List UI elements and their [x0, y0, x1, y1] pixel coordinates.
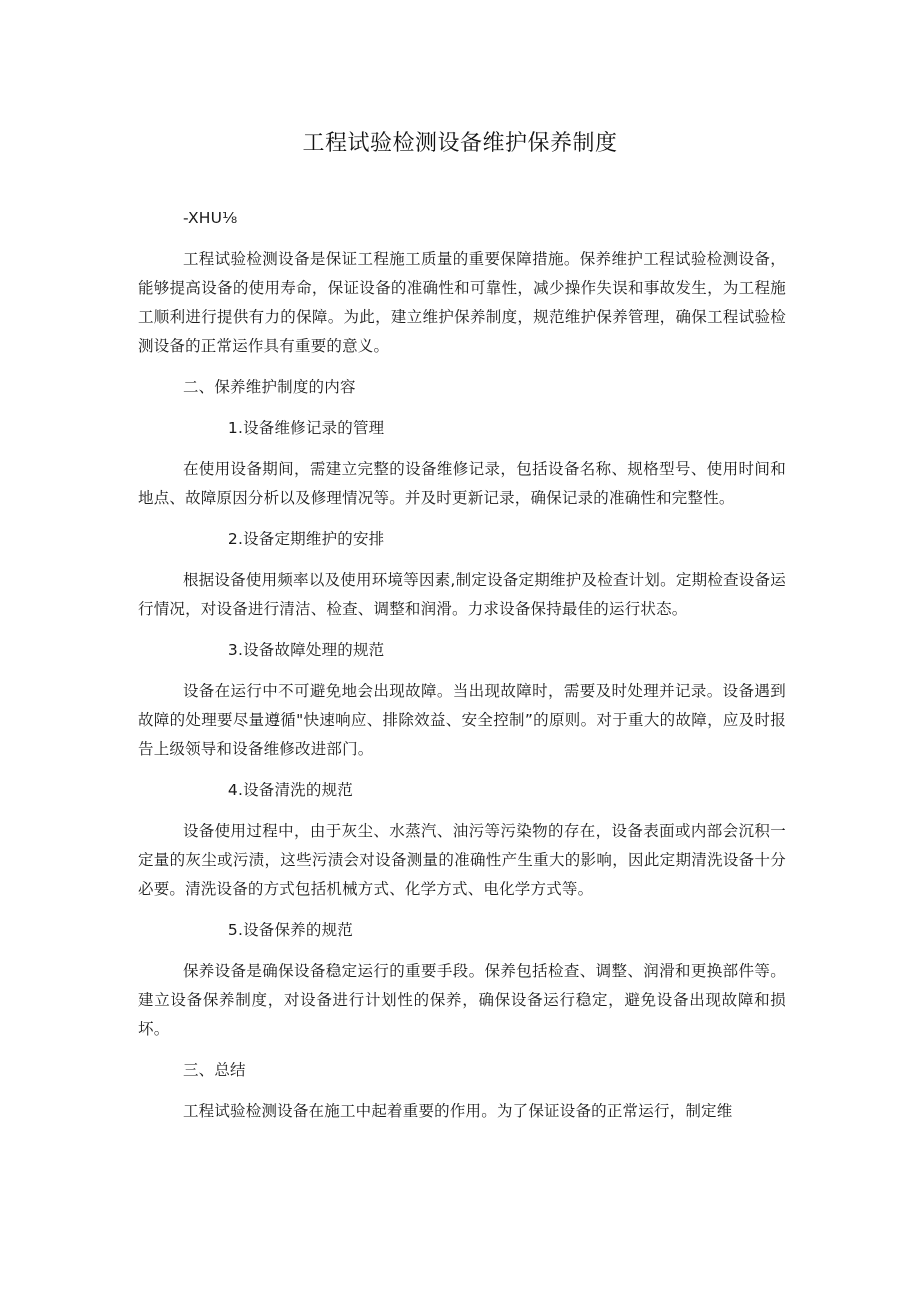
section-3-heading: 三、总结: [182, 1061, 246, 1079]
item-5-body: 保养设备是确保设备稳定运行的重要手段。保养包括检查、调整、润滑和更换部件等。建立设备保养制度，对设备进行计划性的保养，确保设备运行稳定，避免设备出现故障和损坏。: [138, 962, 786, 1038]
item-4-body: 设备使用过程中，由于灰尘、水蒸汽、油污等污染物的存在，设备表面或内部会沉积一定量的灰尘或污渍，这些污渍会对设备测量的准确性产生重大的影响，因此定期清洗设备十分必要。清洗设备的方式包括机械方式、化学方式、电化学方式等。: [138, 822, 786, 898]
item-2-number: 2: [227, 530, 238, 548]
document-title: 工程试验检测设备维护保养制度: [302, 131, 618, 156]
item-4-title: .设备清洗的规范: [237, 781, 353, 799]
item-2-body: 根据设备使用频率以及使用环境等因素,制定设备定期维护及检查计划。定期检查设备运行情况，对设备进行清洁、检查、调整和润滑。力求设备保持最佳的运行状态。: [138, 571, 786, 618]
item-3-heading: [138, 636, 786, 665]
item-3-body: 设备在运行中不可避免地会出现故障。当出现故障时，需要及时处理并记录。设备遇到故障的处理要尽量遵循"快速响应、排除效益、安全控制”的原则。对于重大的故障，应及时报告上级领导和设备维修改进部门。: [138, 682, 786, 758]
item-1-body: 在使用设备期间，需建立完整的设备维修记录，包括设备名称、规格型号、使用时间和地点、故障原因分析以及修理情况等。并及时更新记录，确保记录的准确性和完整性。: [138, 460, 786, 507]
item-3-number: 3: [227, 641, 238, 659]
intro-paragraph: 工程试验检测设备是保证工程施工质量的重要保障措施。保养维护工程试验检测设备，能够提高设备的使用寿命，保证设备的准确性和可靠性，减少操作失误和事故发生，为工程施工顺利进行提供有力的保障。为此，建立维护保养制度，规范维护保养管理，确保工程试验检测设备的正常运作具有重要的意义。: [138, 250, 786, 355]
item-2-heading: [138, 525, 786, 554]
section-1-heading: -XHU⅛: [182, 209, 238, 227]
section-2-heading: 二、保养维护制度的内容: [182, 378, 356, 396]
item-2-title: .设备定期维护的安排: [237, 530, 385, 548]
item-5-title: .设备保养的规范: [237, 921, 353, 939]
item-4-number: 4: [227, 781, 238, 799]
item-5-heading: [138, 916, 786, 945]
item-1-heading: [138, 414, 786, 443]
item-1-title: .设备维修记录的管理: [237, 419, 385, 437]
item-4-heading: [138, 776, 786, 805]
item-1-number: 1: [227, 419, 238, 437]
item-5-number: 5: [227, 921, 238, 939]
document-body: [138, 204, 786, 1126]
summary-paragraph: 工程试验检测设备在施工中起着重要的作用。为了保证设备的正常运行，制定维: [182, 1102, 733, 1120]
item-3-title: .设备故障处理的规范: [237, 641, 385, 659]
